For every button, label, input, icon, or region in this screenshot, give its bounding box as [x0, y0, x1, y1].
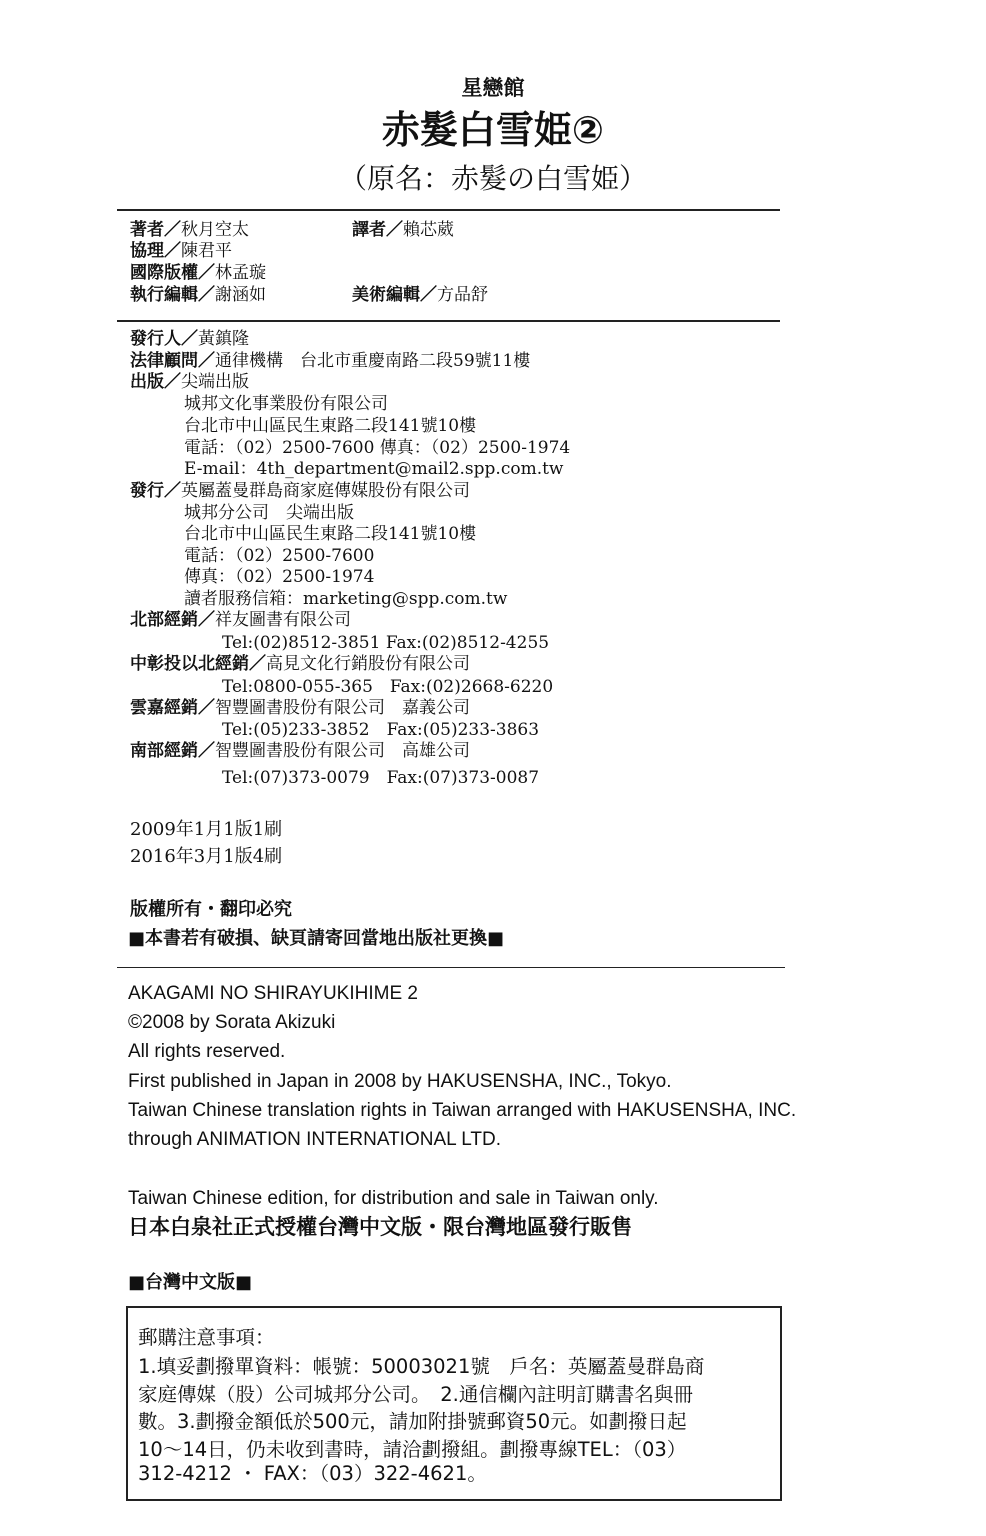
distributor-line: 讀者服務信箱：marketing@spp.com.tw — [184, 589, 508, 609]
damage-notice: ■本書若有破損、缺頁請寄回當地出版社更換■ — [128, 928, 505, 949]
book-title: 赤髮白雪姫② — [381, 108, 605, 152]
publisher-line: E-mail：4th_department@mail2.spp.com.tw — [184, 459, 564, 479]
distributor-line: 城邦分公司 尖端出版 — [184, 503, 354, 523]
imprint: 星戀館 — [461, 76, 525, 100]
mail-order-line: 1.填妥劃撥單資料：帳號：50003021號 戶名：英屬蓋曼群島商 — [138, 1355, 705, 1378]
mail-order-line: 312-4212 ・ FAX：（03）322-4621。 — [138, 1462, 487, 1485]
publisher-line: 電話：（02）2500-7600 傳真：（02）2500-1974 — [184, 438, 571, 458]
original-title: （原名：赤髮の白雪姫） — [338, 162, 647, 195]
edition-date: 2016年3月1版4刷 — [130, 846, 283, 867]
all-rights-reserved: 版權所有・翻印必究 — [130, 899, 292, 920]
edition-date: 2009年1月1版1刷 — [130, 819, 283, 840]
legal-counsel: 法律顧問／通律機構 台北市重慶南路二段59號11樓 — [130, 351, 531, 371]
rights-line: All rights reserved. — [128, 1041, 286, 1062]
distributor-line: 傳真：（02）2500-1974 — [184, 567, 375, 587]
credit-manager: 協理／陳君平 — [130, 241, 232, 261]
agency: through ANIMATION INTERNATIONAL LTD. — [128, 1129, 502, 1150]
mail-order-title: 郵購注意事項： — [138, 1326, 275, 1349]
taiwan-edition: ■台灣中文版■ — [128, 1272, 253, 1293]
regional-distributor: 中彰投以北經銷／高見文化行銷股份有限公司 — [130, 654, 470, 674]
translation-rights: Taiwan Chinese translation rights in Taiwan arranged with HAKUSENSHA, INC. — [128, 1100, 797, 1121]
divider — [117, 209, 780, 211]
publisher-line: 城邦文化事業股份有限公司 — [184, 394, 388, 414]
distributor-contact: Tel:0800-055-365 Fax:(02)2668-6220 — [222, 677, 554, 697]
distributor-contact: Tel:(07)373-0079 Fax:(07)373-0087 — [222, 768, 540, 788]
distributor-main: 發行／英屬蓋曼群島商家庭傳媒股份有限公司 — [130, 481, 470, 501]
publisher: 出版／尖端出版 — [130, 372, 249, 392]
copyright-line: ©2008 by Sorata Akizuki — [128, 1012, 336, 1033]
publisher-line: 台北市中山區民生東路二段141號10樓 — [184, 416, 477, 436]
regional-distributor: 南部經銷／智豐圖書股份有限公司 高雄公司 — [130, 741, 470, 761]
edition-note: Taiwan Chinese edition, for distribution and sale in Taiwan only. — [128, 1188, 659, 1209]
mail-order-line: 家庭傳媒（股）公司城邦分公司。 2.通信欄內註明訂購書名與冊 — [138, 1383, 693, 1406]
credit-rights: 國際版權／林孟璇 — [130, 263, 266, 283]
distributor-line: 台北市中山區民生東路二段141號10樓 — [184, 524, 477, 544]
credit-editor: 執行編輯／謝涵如 — [130, 285, 266, 305]
distributor-contact: Tel:(05)233-3852 Fax:(05)233-3863 — [222, 720, 540, 740]
credit-art-editor: 美術編輯／方品舒 — [352, 285, 488, 305]
authorized-notice: 日本白泉社正式授權台灣中文版・限台灣地區發行販售 — [128, 1215, 632, 1239]
issuer: 發行人／黃鎮隆 — [130, 329, 249, 349]
divider — [117, 320, 780, 322]
distributor-contact: Tel:(02)8512-3851 Fax:(02)8512-4255 — [222, 633, 550, 653]
english-title: AKAGAMI NO SHIRAYUKIHIME 2 — [128, 983, 418, 1004]
regional-distributor: 雲嘉經銷／智豐圖書股份有限公司 嘉義公司 — [130, 698, 470, 718]
credit-author: 著者／秋月空太 — [130, 220, 249, 240]
regional-distributor: 北部經銷／祥友圖書有限公司 — [130, 610, 351, 630]
divider — [117, 967, 785, 968]
distributor-line: 電話：（02）2500-7600 — [184, 546, 375, 566]
mail-order-line: 10～14日，仍未收到書時，請洽劃撥組。劃撥專線TEL：（03） — [138, 1438, 687, 1461]
first-published: First published in Japan in 2008 by HAKUSENSHA, INC., Tokyo. — [128, 1071, 672, 1092]
mail-order-line: 數。3.劃撥金額低於500元，請加附掛號郵資50元。如劃撥日起 — [138, 1410, 687, 1433]
credit-translator: 譯者／賴芯葳 — [352, 220, 454, 240]
